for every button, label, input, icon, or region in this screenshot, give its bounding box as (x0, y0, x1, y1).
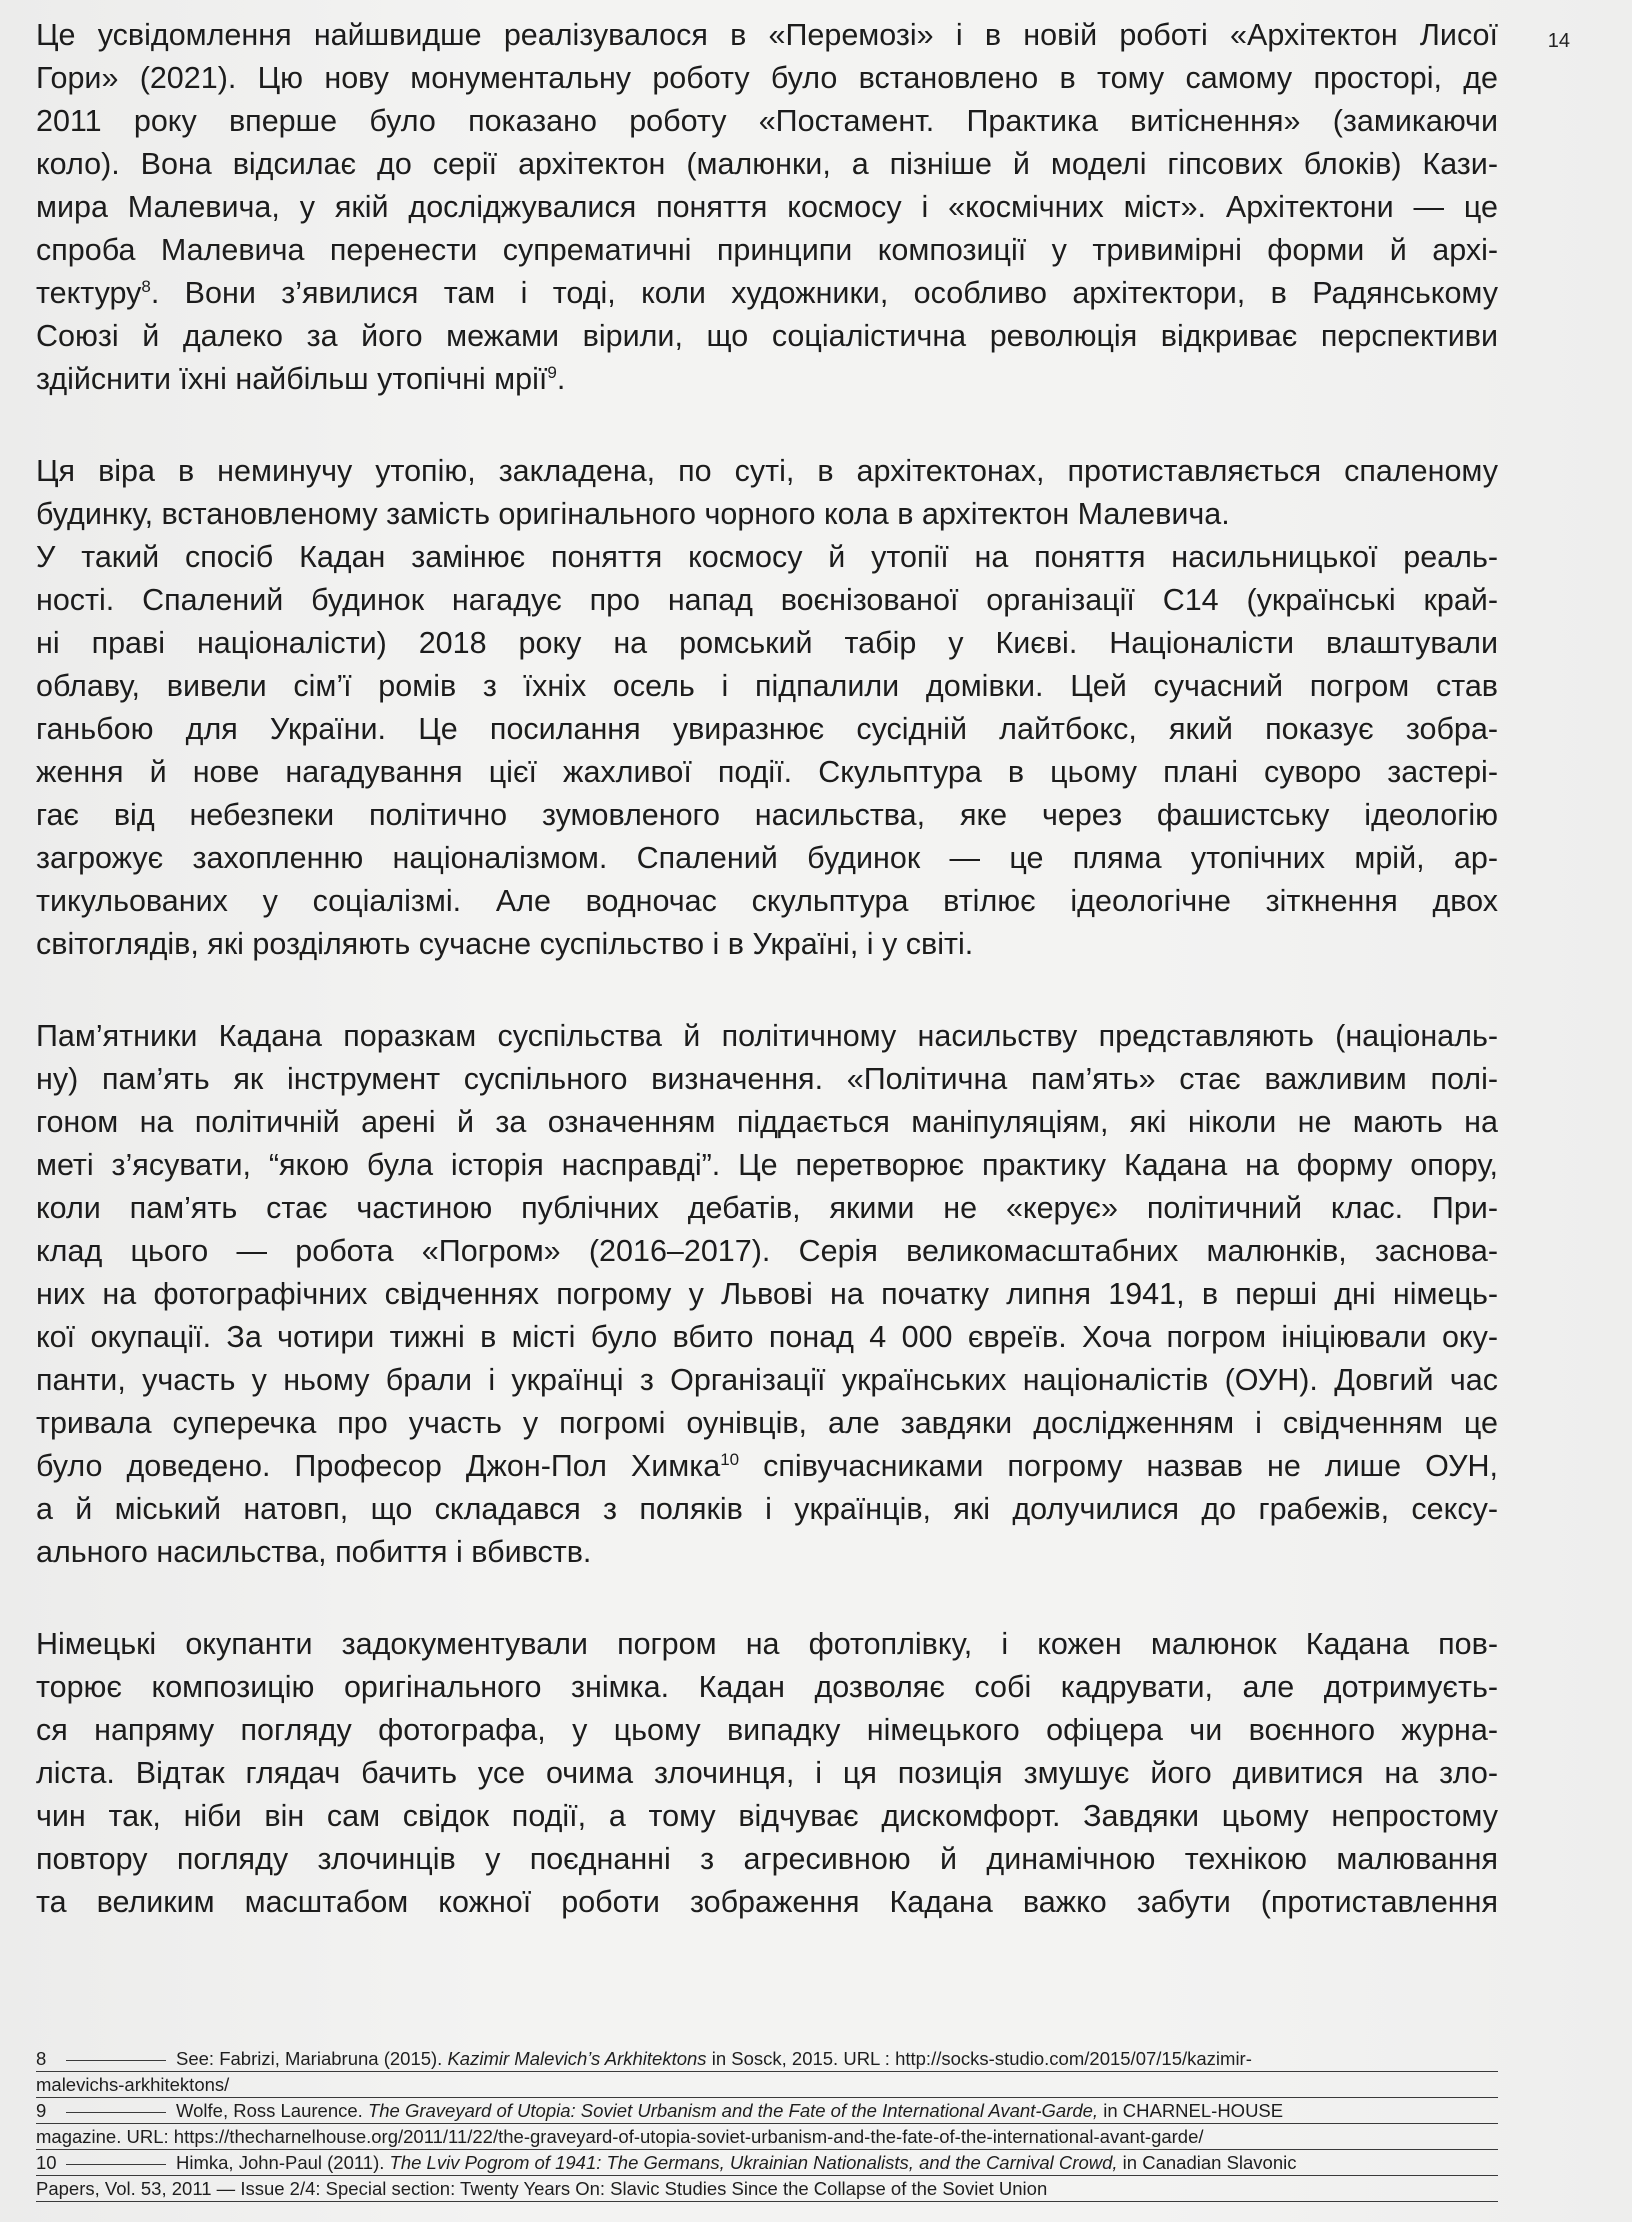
footnote-text: Himka, John-Paul (2011). (176, 2152, 385, 2173)
text-line: повтору погляду злочинців у поєднанні з агресивною й динамічною технікою малювання (36, 1842, 1498, 1876)
text-fragment: . (556, 362, 566, 396)
text-line: Ця віра в неминучу утопію, закладена, по суті, в архітектонах, протиставляється спаленому (36, 454, 1498, 488)
footnote-link[interactable]: in Sosck, 2015. URL : http://socks-studio.com/2015/07/15/kazimir- (706, 2048, 1252, 2069)
text-line: світоглядів, які розділяють сучасне суспільство і в Україні, і у світі. (36, 927, 974, 961)
paragraph-3 (36, 1015, 1498, 1574)
footnote-text: in Canadian Slavonic (1117, 2152, 1297, 2173)
text-line: тикульованих у соціалізмі. Але водночас скульптура втілює ідеологічне зіткнення двох (36, 884, 1498, 918)
text-line: будинку, встановленому замість оригінального чорного кола в архітектон Малевича. (36, 497, 1230, 531)
text-line: ліста. Відтак глядач бачить усе очима злочинця, і ця позиція змушує його дивитися на зло- (36, 1756, 1498, 1790)
text-line: ся напряму погляду фотографа, у цьому випадку німецького офіцера чи воєнного журна- (36, 1713, 1498, 1747)
text-line (36, 1445, 1498, 1488)
footnote-ref-10[interactable]: 10 (720, 1449, 740, 1469)
text-line: кої окупації. За чотири тижні в місті було вбито понад 4 000 євреїв. Хоча погром ініціювали оку- (36, 1320, 1498, 1354)
text-line: Німецькі окупанти задокументували погром на фотоплівку, і кожен малюнок Кадана пов- (36, 1627, 1498, 1661)
footnote-9-cont (36, 2124, 1498, 2150)
text-fragment: співучасниками погрому назвав не лише ОУН, (739, 1449, 1498, 1483)
footnote-link[interactable]: malevichs-arkhitektons/ (36, 2074, 230, 2095)
footnote-number: 9 (36, 2100, 47, 2121)
footnote-ref-8[interactable]: 8 (141, 276, 151, 296)
text-line: ження й нове нагадування цієї жахливої події. Скульптура в цьому плані суворо застері- (36, 755, 1498, 789)
text-line: спроба Малевича перенести супрематичні принципи композиції у тривимірні форми й архі- (36, 233, 1498, 267)
footnote-8 (36, 2046, 1498, 2072)
footnote-number: 8 (36, 2048, 47, 2069)
footnote-8-cont (36, 2072, 1498, 2098)
text-line: а й міський натовп, що складався з поляків і українців, які долучилися до грабежів, сексу- (36, 1492, 1498, 1526)
text-line: Це усвідомлення найшвидше реалізувалося в «Перемозі» і в новій роботі «Архітектон Лисої (36, 18, 1498, 52)
text-line: клад цього — робота «Погром» (2016–2017). Серія великомасштабних малюнків, заснова- (36, 1234, 1498, 1268)
text-line: та великим масштабом кожної роботи зображення Кадана важко забути (протиставлення (36, 1885, 1498, 1919)
footnote-text: Papers, Vol. 53, 2011 — Issue 2/4: Special section: Twenty Years On: Slavic Studies Since the Collapse of the Soviet Union (36, 2178, 1048, 2199)
text-line: ганьбою для України. Це посилання увиразнює сусідній лайтбокс, який показує зобра- (36, 712, 1498, 746)
footnote-title: The Lviv Pogrom of 1941: The Germans, Ukrainian Nationalists, and the Carnival Crowd, (389, 2152, 1118, 2173)
text-line: них на фотографічних свідченнях погрому у Львові на початку липня 1941, в перші дні німець- (36, 1277, 1498, 1311)
text-line: загрожує захопленню націоналізмом. Спалений будинок — це пляма утопічних мрій, ар- (36, 841, 1498, 875)
text-line (36, 272, 1498, 315)
footnote-text: in CHARNEL-HOUSE (1098, 2100, 1284, 2121)
text-line: облаву, вивели сім’ї ромів з їхніх осель і підпалили домівки. Цей сучасний погром став (36, 669, 1498, 703)
text-line: ну) пам’ять як інструмент суспільного визначення. «Політична пам’ять» стає важливим полі- (36, 1062, 1498, 1096)
text-line: гає від небезпеки політично зумовленого насильства, яке через фашистську ідеологію (36, 798, 1498, 832)
footnote-10 (36, 2150, 1498, 2176)
text-fragment: здійснити їхні найбільш утопічні мрії (36, 362, 548, 396)
text-line: ності. Спалений будинок нагадує про напад воєнізованої організації С14 (українські край- (36, 583, 1498, 617)
text-line: коло). Вона відсилає до серії архітектон (малюнки, а пізніше й моделі гіпсових блоків) Кази- (36, 147, 1498, 181)
footnote-rule (66, 2111, 166, 2113)
footnote-text: See: Fabrizi, Mariabruna (2015). (176, 2048, 443, 2069)
text-line: чин так, ніби він сам свідок події, а тому відчуває дискомфорт. Завдяки цьому непростому (36, 1799, 1498, 1833)
text-line: У такий спосіб Кадан замінює поняття космосу й утопії на поняття насильницької реаль- (36, 540, 1498, 574)
text-fragment: . Вони з’явилися там і тоді, коли художники, особливо архітектори, в Радянському (150, 276, 1498, 310)
text-line: гоном на політичній арені й за означенням піддається маніпуляціям, які ніколи не мають на (36, 1105, 1498, 1139)
body-text (36, 14, 1498, 1973)
text-fragment: було доведено. Професор Джон-Пол Химка (36, 1449, 721, 1483)
footnotes (36, 2046, 1498, 2202)
paragraph-4 (36, 1623, 1498, 1924)
footnote-title: The Graveyard of Utopia: Soviet Urbanism and the Fate of the International Avant-Garde, (367, 2100, 1099, 2121)
paragraph-2 (36, 450, 1498, 966)
text-line: мира Малевича, у якій досліджувалися поняття космосу і «космічних міст». Архітектони — це (36, 190, 1498, 224)
text-line: ального насильства, побиття і вбивств. (36, 1535, 592, 1569)
footnote-rule (66, 2059, 166, 2061)
text-line (36, 358, 1498, 401)
footnote-9 (36, 2098, 1498, 2124)
paragraph-1 (36, 14, 1498, 401)
text-line: Союзі й далеко за його межами вірили, що соціалістична революція відкриває перспективи (36, 319, 1498, 353)
footnote-text: Wolfe, Ross Laurence. (176, 2100, 363, 2121)
footnote-link[interactable]: magazine. URL: https://thecharnelhouse.org/2011/11/22/the-graveyard-of-utopia-soviet-urbanism-and-the-fate-of-the-international-avant-garde/ (36, 2126, 1204, 2147)
text-fragment: тектуру (36, 276, 142, 310)
footnote-number: 10 (36, 2152, 57, 2173)
text-line: Гори» (2021). Цю нову монументальну роботу було встановлено в тому самому просторі, де (36, 61, 1498, 95)
text-line: меті з’ясувати, “якою була історія насправді”. Це перетворює практику Кадана на форму опору, (36, 1148, 1498, 1182)
page-number: 14 (1547, 30, 1570, 52)
footnote-title: Kazimir Malevich’s Arkhitektons (447, 2048, 707, 2069)
text-line: торює композицію оригінального знімка. Кадан дозволяє собі кадрувати, але дотримуєть- (36, 1670, 1498, 1704)
footnote-ref-9[interactable]: 9 (547, 362, 557, 382)
text-line: коли пам’ять стає частиною публічних дебатів, якими не «керує» політичний клас. При- (36, 1191, 1498, 1225)
text-line: ні праві націоналісти) 2018 року на ромський табір у Києві. Націоналісти влаштували (36, 626, 1498, 660)
text-line: тривала суперечка про участь у погромі оунівців, але завдяки дослідженням і свідченням це (36, 1406, 1498, 1440)
text-line: 2011 року вперше було показано роботу «Постамент. Практика витіснення» (замикаючи (36, 104, 1498, 138)
footnote-rule (66, 2163, 166, 2165)
footnote-10-cont (36, 2176, 1498, 2202)
text-line: Пам’ятники Кадана поразкам суспільства й політичному насильству представляють (національ- (36, 1019, 1498, 1053)
text-line: панти, участь у ньому брали і українці з Організації українських націоналістів (ОУН). Довгий час (36, 1363, 1498, 1397)
